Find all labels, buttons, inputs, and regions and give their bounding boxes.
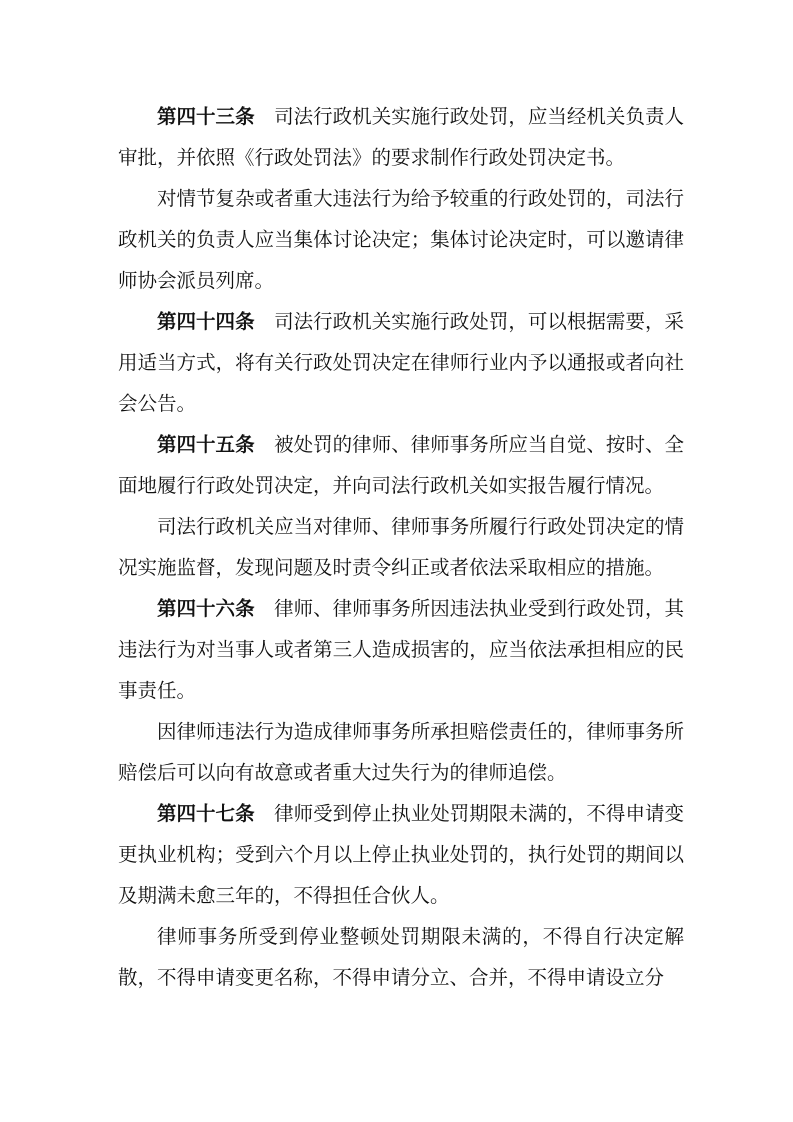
paragraph-text: 对情节复杂或者重大违法行为给予较重的行政处罚的，司法行政机关的负责人应当集体讨论决定；集体讨论决定时，可以邀请律师协会派员列席。: [118, 187, 684, 292]
article-number: 第四十七条: [157, 802, 255, 825]
paragraph-text: 司法行政机关实施行政处罚，应当经机关负责人审批，并依照《行政处罚法》的要求制作行政处罚决定书。: [118, 105, 684, 169]
paragraph-text: 律师事务所受到停业整顿处罚期限未满的，不得自行决定解散，不得申请变更名称，不得申请分立、合并，不得申请设立分: [118, 925, 684, 989]
paragraph-text: 司法行政机关应当对律师、律师事务所履行行政处罚决定的情况实施监督，发现问题及时责令纠正或者依法采取相应的措施。: [118, 515, 684, 579]
paragraph: [118, 96, 684, 178]
article-number: 第四十六条: [157, 597, 255, 620]
paragraph: [118, 711, 684, 793]
paragraph-text: 律师受到停止执业处罚期限未满的，不得申请变更执业机构；受到六个月以上停止执业处罚的，执行处罚的期间以及期满未愈三年的，不得担任合伙人。: [118, 802, 684, 907]
article-number: 第四十三条: [157, 105, 255, 128]
paragraph: [118, 178, 684, 301]
paragraph: [118, 793, 684, 916]
paragraph: [118, 588, 684, 711]
paragraph: [118, 916, 684, 998]
paragraph: [118, 424, 684, 506]
document-page: [118, 96, 684, 998]
paragraph-text: 因律师违法行为造成律师事务所承担赔偿责任的，律师事务所赔偿后可以向有故意或者重大过失行为的律师追偿。: [118, 720, 684, 784]
paragraph-text: 司法行政机关实施行政处罚，可以根据需要，采用适当方式，将有关行政处罚决定在律师行业内予以通报或者向社会公告。: [118, 310, 684, 415]
paragraph-text: 律师、律师事务所因违法执业受到行政处罚，其违法行为对当事人或者第三人造成损害的，应当依法承担相应的民事责任。: [118, 597, 684, 702]
paragraph: [118, 301, 684, 424]
article-number: 第四十五条: [157, 433, 255, 456]
paragraph-text: 被处罚的律师、律师事务所应当自觉、按时、全面地履行行政处罚决定，并向司法行政机关如实报告履行情况。: [118, 433, 684, 497]
paragraph: [118, 506, 684, 588]
article-number: 第四十四条: [157, 310, 255, 333]
